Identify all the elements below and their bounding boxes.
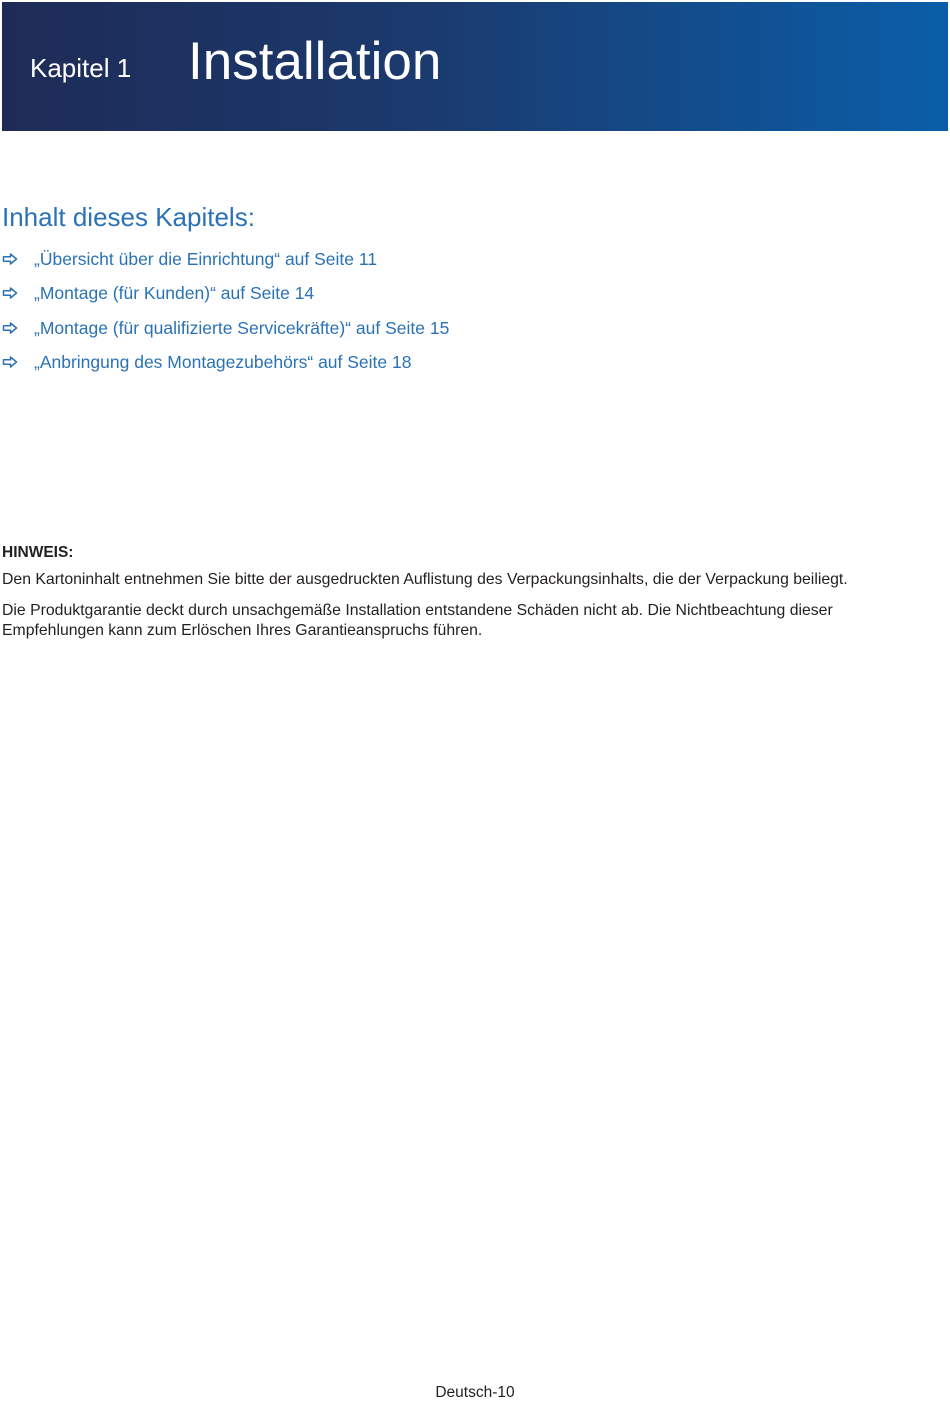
toc-link[interactable]: „Montage (für qualifizierte Servicekräfte)“ auf Seite 15 (34, 317, 450, 338)
chapter-label: Kapitel 1 (30, 53, 132, 83)
note-heading: HINWEIS: (2, 544, 74, 561)
note-paragraph: Die Produktgarantie deckt durch unsachgemäße Installation entstandene Schäden nicht ab. Die Nichtbeachtung dieser Empfehlungen kann zum Erlöschen Ihres Garantieanspruchs führen. (2, 601, 833, 639)
toc-link[interactable]: „Montage (für Kunden)“ auf Seite 14 (34, 283, 315, 304)
page-number: Deutsch-10 (435, 1384, 515, 1401)
chapter-title: Installation (188, 32, 442, 91)
arrow-right-icon (2, 287, 18, 299)
arrow-right-icon (2, 322, 18, 334)
toc-link[interactable]: „Anbringung des Montagezubehörs“ auf Seite 18 (34, 352, 412, 373)
chapter-banner (2, 2, 948, 131)
toc-heading: Inhalt dieses Kapitels: (2, 202, 255, 232)
note-block (2, 544, 937, 652)
toc-link[interactable]: „Übersicht über die Einrichtung“ auf Seite 11 (34, 249, 378, 269)
toc-item[interactable] (2, 283, 449, 317)
toc-item[interactable] (2, 249, 449, 283)
toc-list (2, 249, 449, 387)
note-paragraph: Den Kartoninhalt entnehmen Sie bitte der ausgedruckten Auflistung des Verpackungsinhalts, die der Verpackung beiliegt. (2, 570, 848, 588)
arrow-right-icon (2, 253, 18, 265)
toc-item[interactable] (2, 318, 449, 352)
arrow-right-icon (2, 356, 18, 368)
toc-item[interactable] (2, 352, 449, 386)
